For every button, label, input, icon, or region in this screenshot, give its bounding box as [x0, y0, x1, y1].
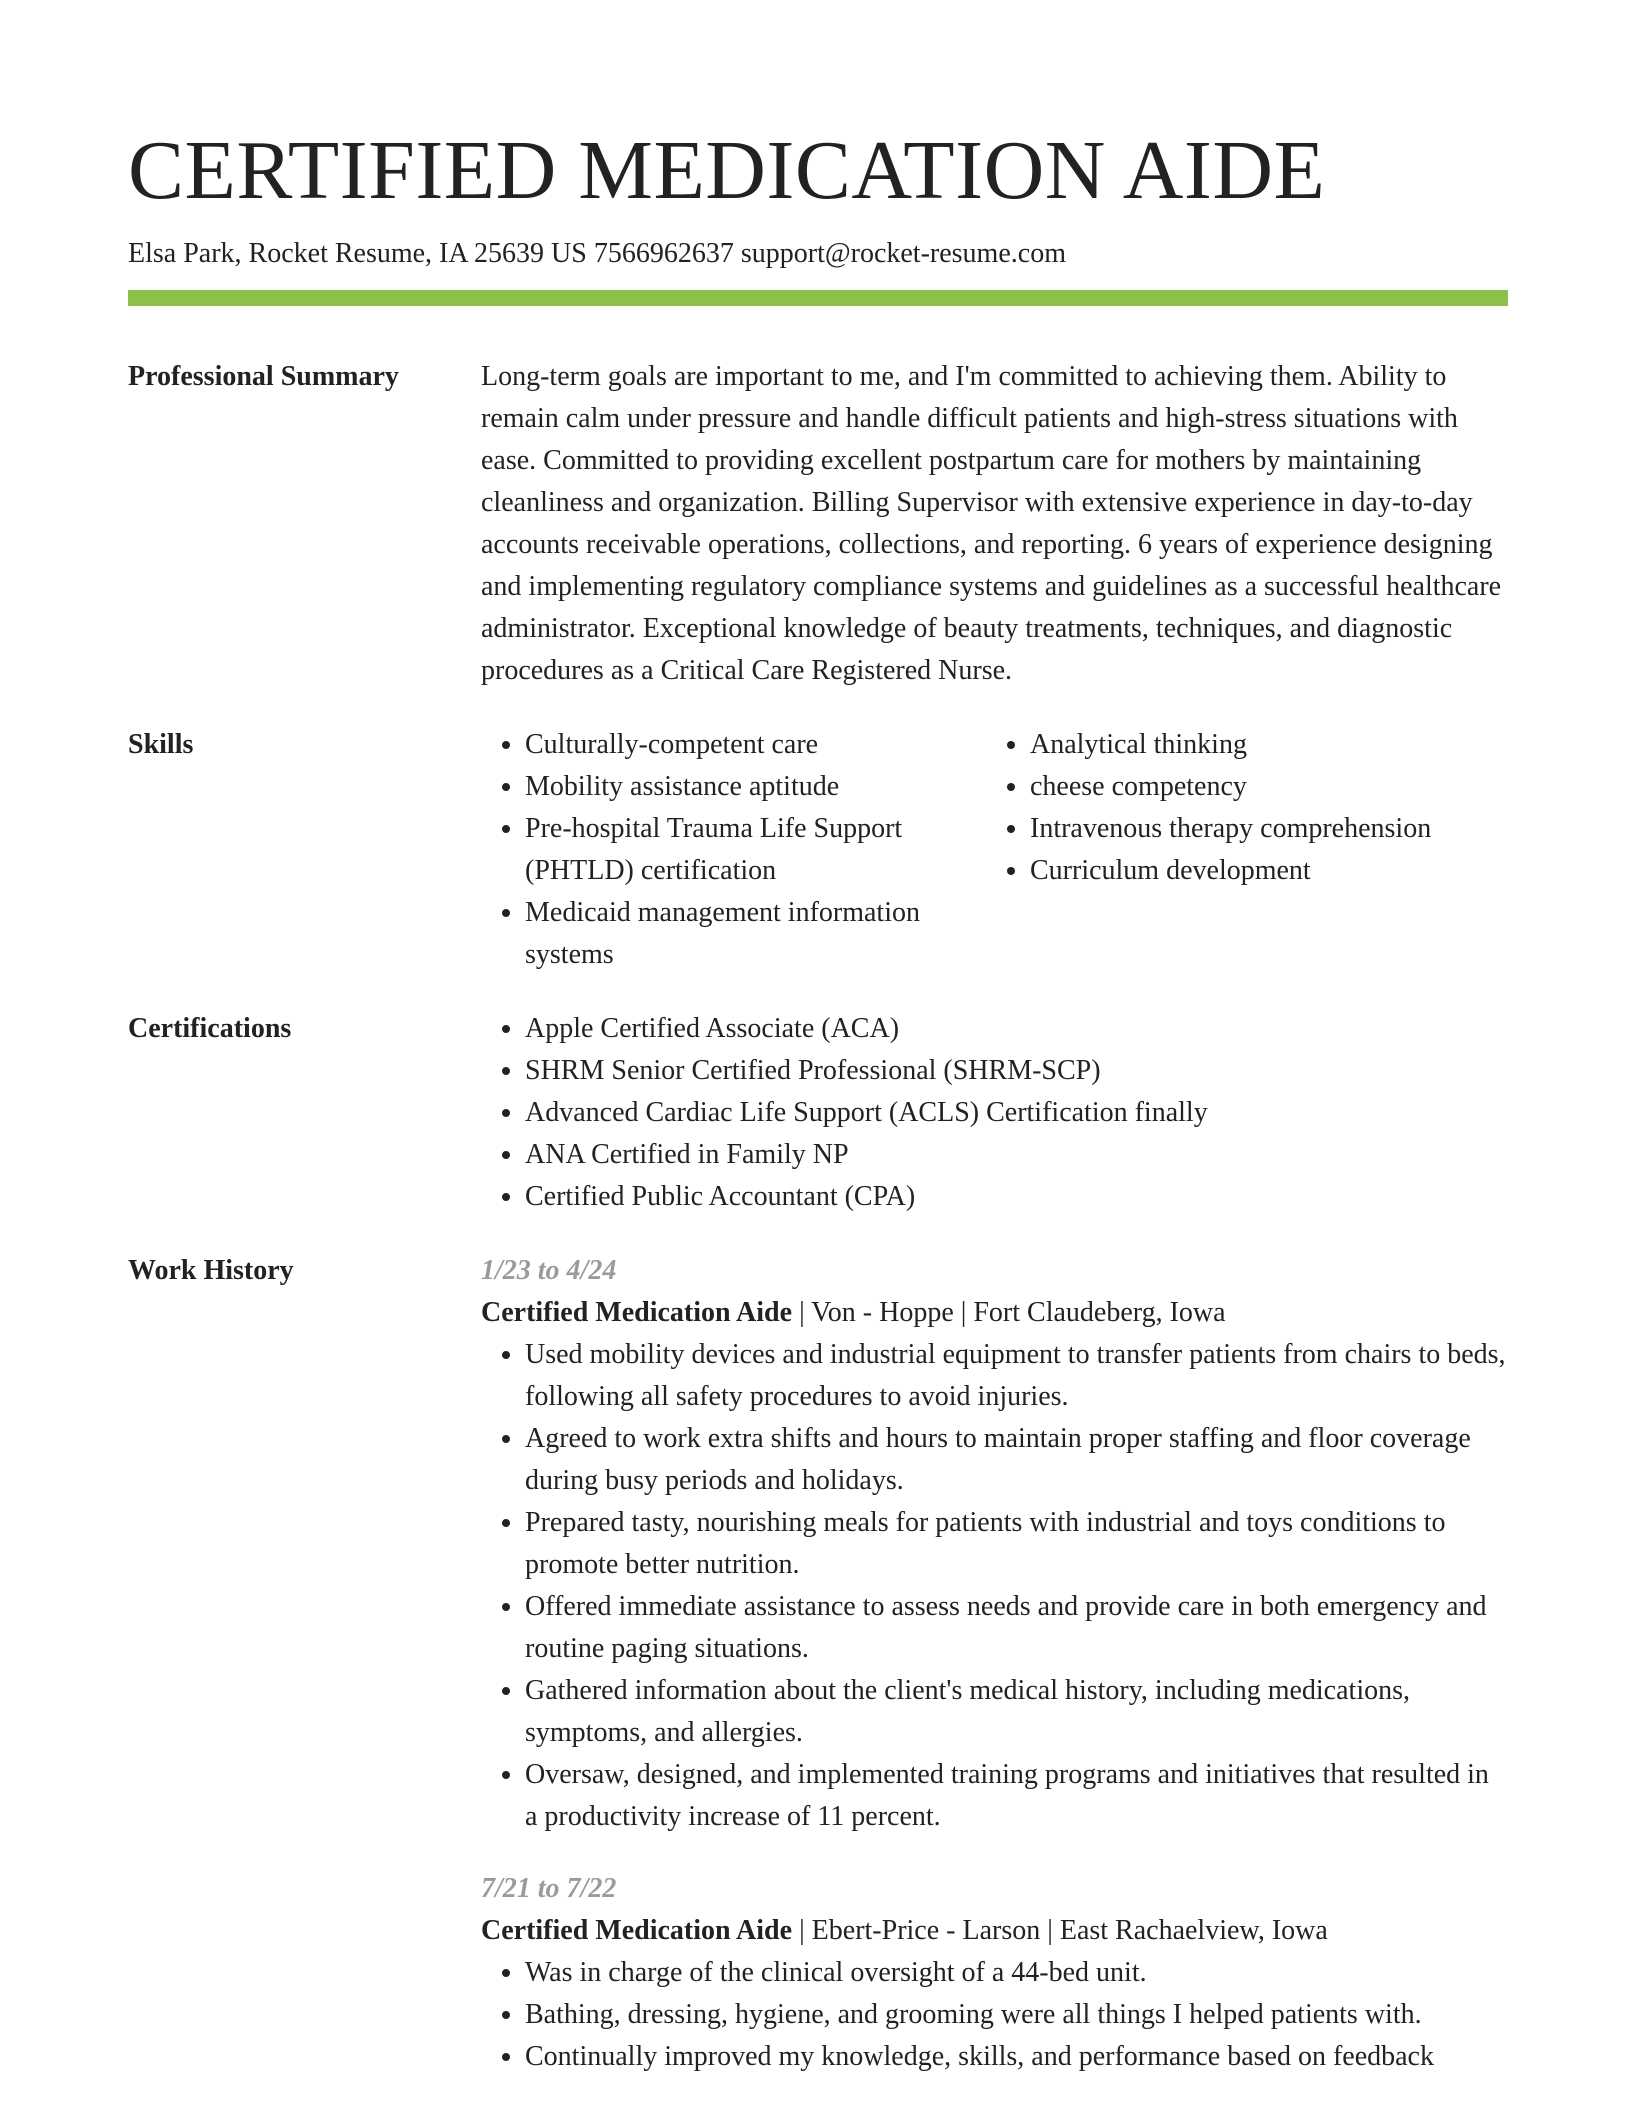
contact-line: Elsa Park, Rocket Resume, IA 25639 US 7566962637 support@rocket-resume.com	[128, 238, 1066, 269]
skill-item: • Curriculum development	[1030, 850, 1508, 892]
resume-page	[128, 0, 1508, 2078]
certification-item: • ANA Certified in Family NP	[525, 1134, 1508, 1176]
job-role: Certified Medication Aide	[481, 1915, 793, 1946]
certification-item: • Certified Public Accountant (CPA)	[525, 1176, 1508, 1218]
job-bullet: • Continually improved my knowledge, skills, and performance based on feedback	[525, 2036, 1508, 2078]
job-bullets	[481, 1334, 1508, 1838]
certification-item: • Advanced Cardiac Life Support (ACLS) Certification finally	[525, 1092, 1508, 1134]
job-bullet: • Used mobility devices and industrial equipment to transfer patients from chairs to beds, following all safety procedures to avoid injuries.	[525, 1334, 1508, 1418]
job-dates: 1/23 to 4/24	[481, 1255, 617, 1286]
section-label-certifications: Certifications	[128, 1013, 292, 1044]
job-employer-location: | Ebert-Price - Larson | East Rachaelview, Iowa	[792, 1915, 1328, 1946]
job-bullet: • Offered immediate assistance to assess needs and provide care in both emergency and routine paging situations.	[525, 1586, 1508, 1670]
work-history-section	[128, 1250, 1508, 2078]
skill-item: • Medicaid management information systems	[525, 892, 986, 976]
certification-item: • Apple Certified Associate (ACA)	[525, 1008, 1508, 1050]
certification-item: • SHRM Senior Certified Professional (SHRM-SCP)	[525, 1050, 1508, 1092]
job-bullet: • Oversaw, designed, and implemented training programs and initiatives that resulted in a productivity increase of 11 percent.	[525, 1754, 1508, 1838]
job-heading	[481, 1910, 1508, 1952]
skill-item: • Culturally-competent care	[525, 724, 986, 766]
skills-column-left	[481, 724, 986, 976]
skill-item: • Pre-hospital Trauma Life Support (PHTLD) certification	[525, 808, 986, 892]
job-entry	[481, 1250, 1508, 1838]
job-bullet: • Agreed to work extra shifts and hours to maintain proper staffing and floor coverage during busy periods and holidays.	[525, 1418, 1508, 1502]
resume-title: CERTIFIED MEDICATION AIDE	[128, 124, 1326, 217]
job-dates: 7/21 to 7/22	[481, 1873, 617, 1904]
skill-item: • Analytical thinking	[1030, 724, 1508, 766]
job-bullet: • Gathered information about the client's medical history, including medications, symptoms, and allergies.	[525, 1670, 1508, 1754]
accent-divider	[128, 290, 1508, 306]
job-heading	[481, 1292, 1508, 1334]
skill-item: • cheese competency	[1030, 766, 1508, 808]
summary-text: Long-term goals are important to me, and I'm committed to achieving them. Ability to remain calm under pressure and handle difficult patients and high-stress situations with ease. Committed to providing excellent postpartum care for mothers by maintaining cleanliness and organization. Billing Supervisor with extensive experience in day-to-day accounts receivable operations, collections, and reporting. 6 years of experience designing and implementing regulatory compliance systems and guidelines as a successful healthcare administrator. Exceptional knowledge of beauty treatments, techniques, and diagnostic procedures as a Critical Care Registered Nurse.	[481, 361, 1502, 686]
job-role: Certified Medication Aide	[481, 1297, 793, 1328]
certifications-section	[128, 1008, 1508, 1218]
job-bullet: • Prepared tasty, nourishing meals for patients with industrial and toys conditions to promote better nutrition.	[525, 1502, 1508, 1586]
job-bullet: • Was in charge of the clinical oversight of a 44-bed unit.	[525, 1952, 1508, 1994]
job-employer-location: | Von - Hoppe | Fort Claudeberg, Iowa	[792, 1297, 1226, 1328]
skill-item: • Intravenous therapy comprehension	[1030, 808, 1508, 850]
section-label-summary: Professional Summary	[128, 361, 399, 392]
skills-column-right	[986, 724, 1508, 976]
skills-section	[128, 724, 1508, 976]
job-bullet: • Bathing, dressing, hygiene, and grooming were all things I helped patients with.	[525, 1994, 1508, 2036]
job-bullets	[481, 1952, 1508, 2078]
section-label-work-history: Work History	[128, 1255, 294, 1286]
skill-item: • Mobility assistance aptitude	[525, 766, 986, 808]
summary-section	[128, 356, 1508, 692]
job-entry	[481, 1868, 1508, 2078]
section-label-skills: Skills	[128, 729, 194, 760]
